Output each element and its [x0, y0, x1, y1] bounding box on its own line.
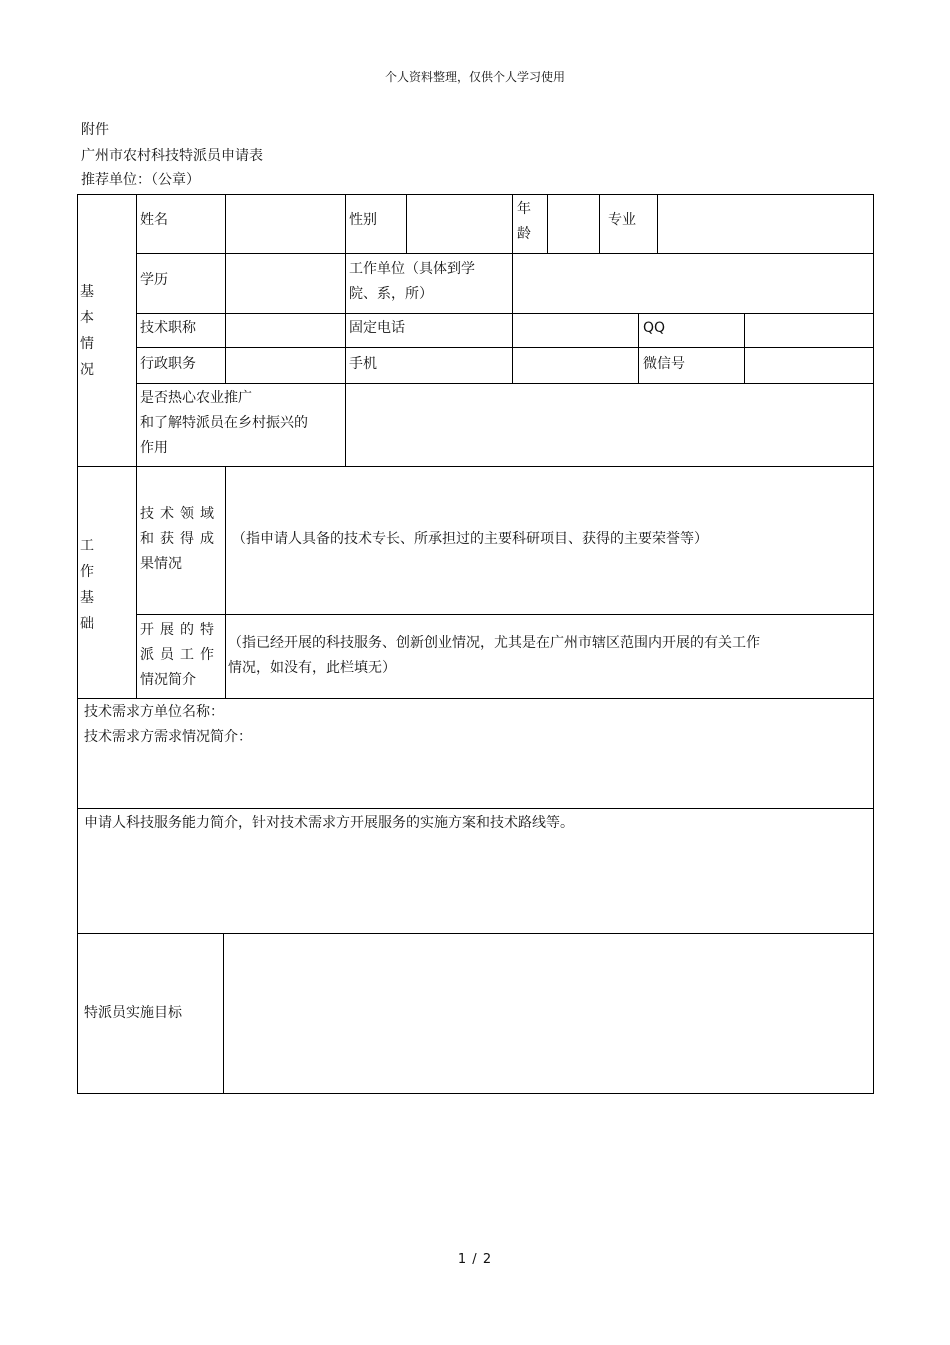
form-title: 广州市农村科技特派员申请表 [81, 148, 263, 164]
enthusiasm-label-line3: 作用 [140, 440, 168, 456]
tech-field-label-line3: 果情况 [140, 556, 182, 572]
carried-out-note-line1: （指已经开展的科技服务、创新创业情况，尤其是在广州市辖区范围内开展的有关工作 [228, 635, 760, 651]
carried-out-label-line2: 派员工作 [140, 647, 220, 663]
age-label-line1: 年 [517, 201, 531, 217]
row-line [78, 698, 873, 699]
tech-field-label-line2: 和获得成 [140, 531, 220, 547]
page-number: 1 / 2 [457, 1252, 493, 1267]
capability-label: 申请人科技服务能力简介，针对技术需求方开展服务的实施方案和技术路线等。 [84, 815, 574, 831]
qq-label: QQ [643, 320, 666, 336]
col-line [744, 313, 745, 383]
col-line [657, 195, 658, 253]
wechat-label: 微信号 [643, 356, 685, 372]
row-line [78, 466, 873, 467]
enthusiasm-label-line1: 是否热心农业推广 [140, 390, 252, 406]
workplace-label-line2: 院、系，所） [349, 286, 433, 302]
col-line [225, 466, 226, 698]
admin-position-label: 行政职务 [140, 356, 196, 372]
goal-label: 特派员实施目标 [84, 1005, 182, 1021]
row-line [136, 347, 873, 348]
col-line [406, 195, 407, 253]
page-header: 个人资料整理，仅供个人学习使用 [384, 70, 565, 84]
row-line [136, 614, 873, 615]
row-line [78, 933, 873, 934]
section-work-label: 工作基础 [80, 538, 94, 632]
mobile-label: 手机 [349, 356, 377, 372]
application-form-table [77, 194, 874, 1094]
name-label: 姓名 [140, 212, 168, 228]
gender-label: 性别 [349, 212, 377, 228]
demand-unit-label: 技术需求方单位名称： [84, 704, 224, 720]
row-line [78, 808, 873, 809]
education-label: 学历 [140, 272, 168, 288]
col-line [547, 195, 548, 253]
age-label-line2: 龄 [517, 226, 531, 242]
carried-out-note-line2: 情况，如没有，此栏填无） [228, 660, 396, 676]
major-label: 专业 [608, 212, 636, 228]
enthusiasm-label-line2: 和了解特派员在乡村振兴的 [140, 415, 308, 431]
row-line [136, 253, 873, 254]
carried-out-label-line1: 开展的特 [140, 622, 220, 638]
col-line [638, 313, 639, 383]
col-line [223, 933, 224, 1093]
carried-out-label-line3: 情况简介 [140, 672, 196, 688]
recommend-unit: 推荐单位：（公章） [81, 172, 200, 188]
row-line [136, 313, 873, 314]
col-line [512, 195, 513, 383]
tech-field-note: （指申请人具备的技术专长、所承担过的主要科研项目、获得的主要荣誉等） [232, 531, 708, 547]
workplace-label-line1: 工作单位（具体到学 [349, 261, 475, 277]
tech-field-label-line1: 技术领域 [140, 506, 220, 522]
landline-label: 固定电话 [349, 320, 405, 336]
col-line [225, 195, 226, 313]
col-line [225, 313, 226, 383]
col-line [136, 195, 137, 698]
col-line [345, 195, 346, 466]
col-line [599, 195, 600, 253]
row-line [136, 383, 873, 384]
attachment-label: 附件 [81, 122, 109, 138]
tech-title-label: 技术职称 [140, 320, 196, 336]
demand-desc-label: 技术需求方需求情况简介： [84, 729, 252, 745]
section-basic-label: 基本情况 [80, 284, 94, 378]
